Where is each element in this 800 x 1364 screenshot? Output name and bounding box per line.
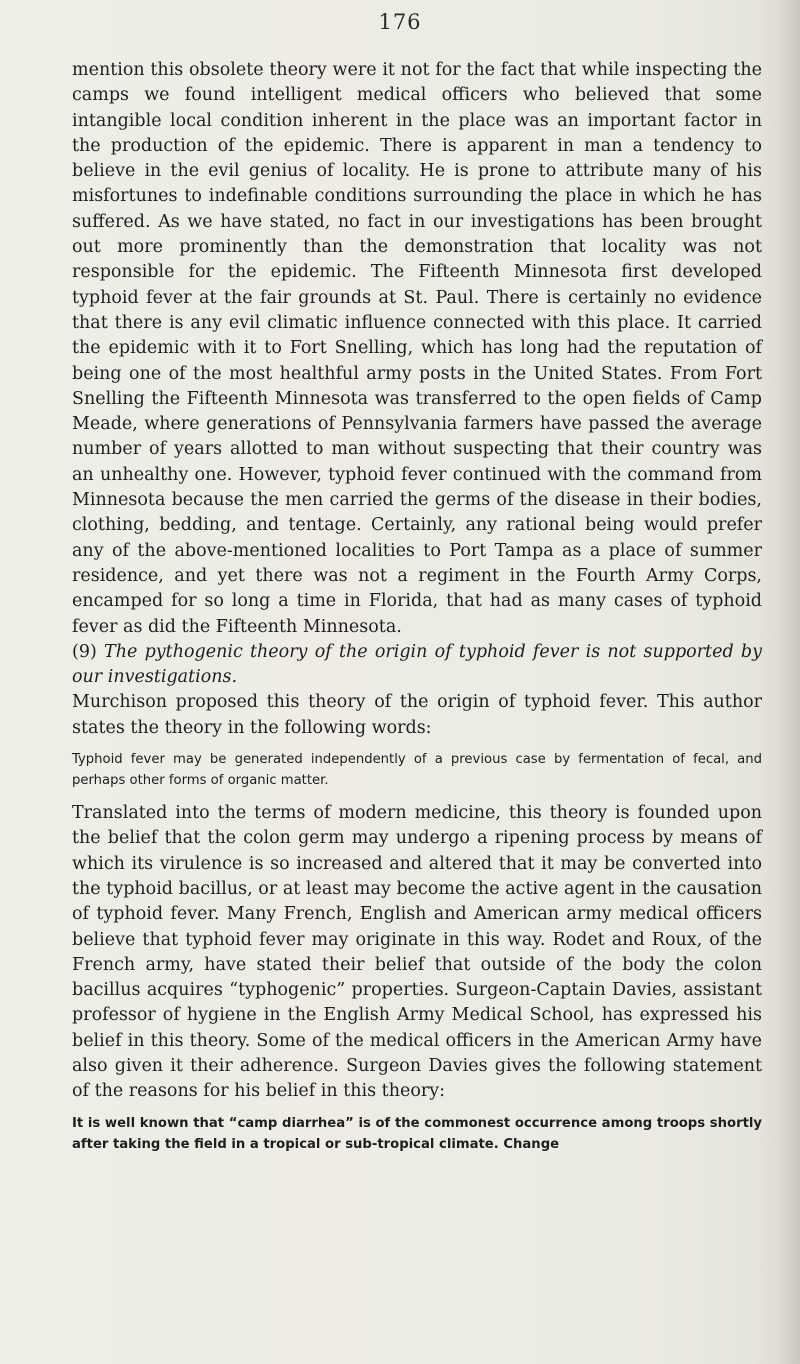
page-number: 176 [378,10,422,34]
paragraph-modern-medicine: Translated into the terms of modern medicine, this theory is founded upon the belief that the colon germ may undergo a ripening process by means of which its virulence is so increased and altered that it may be converted into the typhoid bacillus, or at least may become the active agent in the causation of typhoid fever. Many French, English and American army medical officers believe that typhoid fever may originate in this way. Rodet and Roux, of the French army, have stated their belief that outside of the body the colon bacillus acquires “typhogenic” properties. Surgeon-Captain Davies, assistant professor of hygiene in the English Army Medical School, has expressed his belief in this theory. Some of the medical officers in the American Army have also given it their adherence. Surgeon Davies gives the following statement of the reasons for his belief in this theory: [72,803,762,1102]
block-quote-davies: It is well known that “camp diarrhea” is of the commonest occurrence among troops shortly after taking the field in a tropical or sub-tropical climate. Change [72,1115,762,1152]
page-edge-shadow [778,0,800,1364]
section-heading [72,640,762,691]
section-heading-number: (9) [72,641,97,662]
section-heading-text: The pythogenic theory of the origin of typhoid fever is not supported by our investigations. [72,641,762,688]
paragraph-locality: mention this obsolete theory were it not for the fact that while inspecting the camps we found intelligent medical officers who believed that some intangible local condition inherent in the place was an important factor in the production of the epidemic. There is apparent in man a tendency to believe in the evil genius of locality. He is prone to attribute many of his misfortunes to indefinable conditions surrounding the place in which he has suffered. As we have stated, no fact in our investigations has been brought out more prominently than the demonstration that locality was not responsible for the epidemic. The Fifteenth Minnesota first developed typhoid fever at the fair grounds at St. Paul. There is certainly no evidence that there is any evil climatic influence connected with this place. It carried the epidemic with it to Fort Snelling, which has long had the reputation of being one of the most healthful army posts in the United States. From Fort Snelling the Fifteenth Minnesota was transferred to the open fields of Camp Meade, where generations of Pennsylvania farmers have passed the average number of years allotted to man without suspecting that their country was an unhealthy one. However, typhoid fever continued with the command from Minnesota because the men carried the germs of the disease in their bodies, clothing, bedding, and tentage. Certainly, any rational being would prefer any of the above-mentioned localities to Port Tampa as a place of summer residence, and yet there was not a regiment in the Fourth Army Corps, encamped for so long a time in Florida, that had as many cases of typhoid fever as did the Fifteenth Minnesota. [72,60,762,637]
block-quote-murchison: Typhoid fever may be generated independently of a previous case by fermentation of fecal, and perhaps other forms of organic matter. [72,752,762,789]
paragraph-murchison: Murchison proposed this theory of the origin of typhoid fever. This author states the theory in the following words: [72,692,762,738]
page-body [72,58,762,1165]
